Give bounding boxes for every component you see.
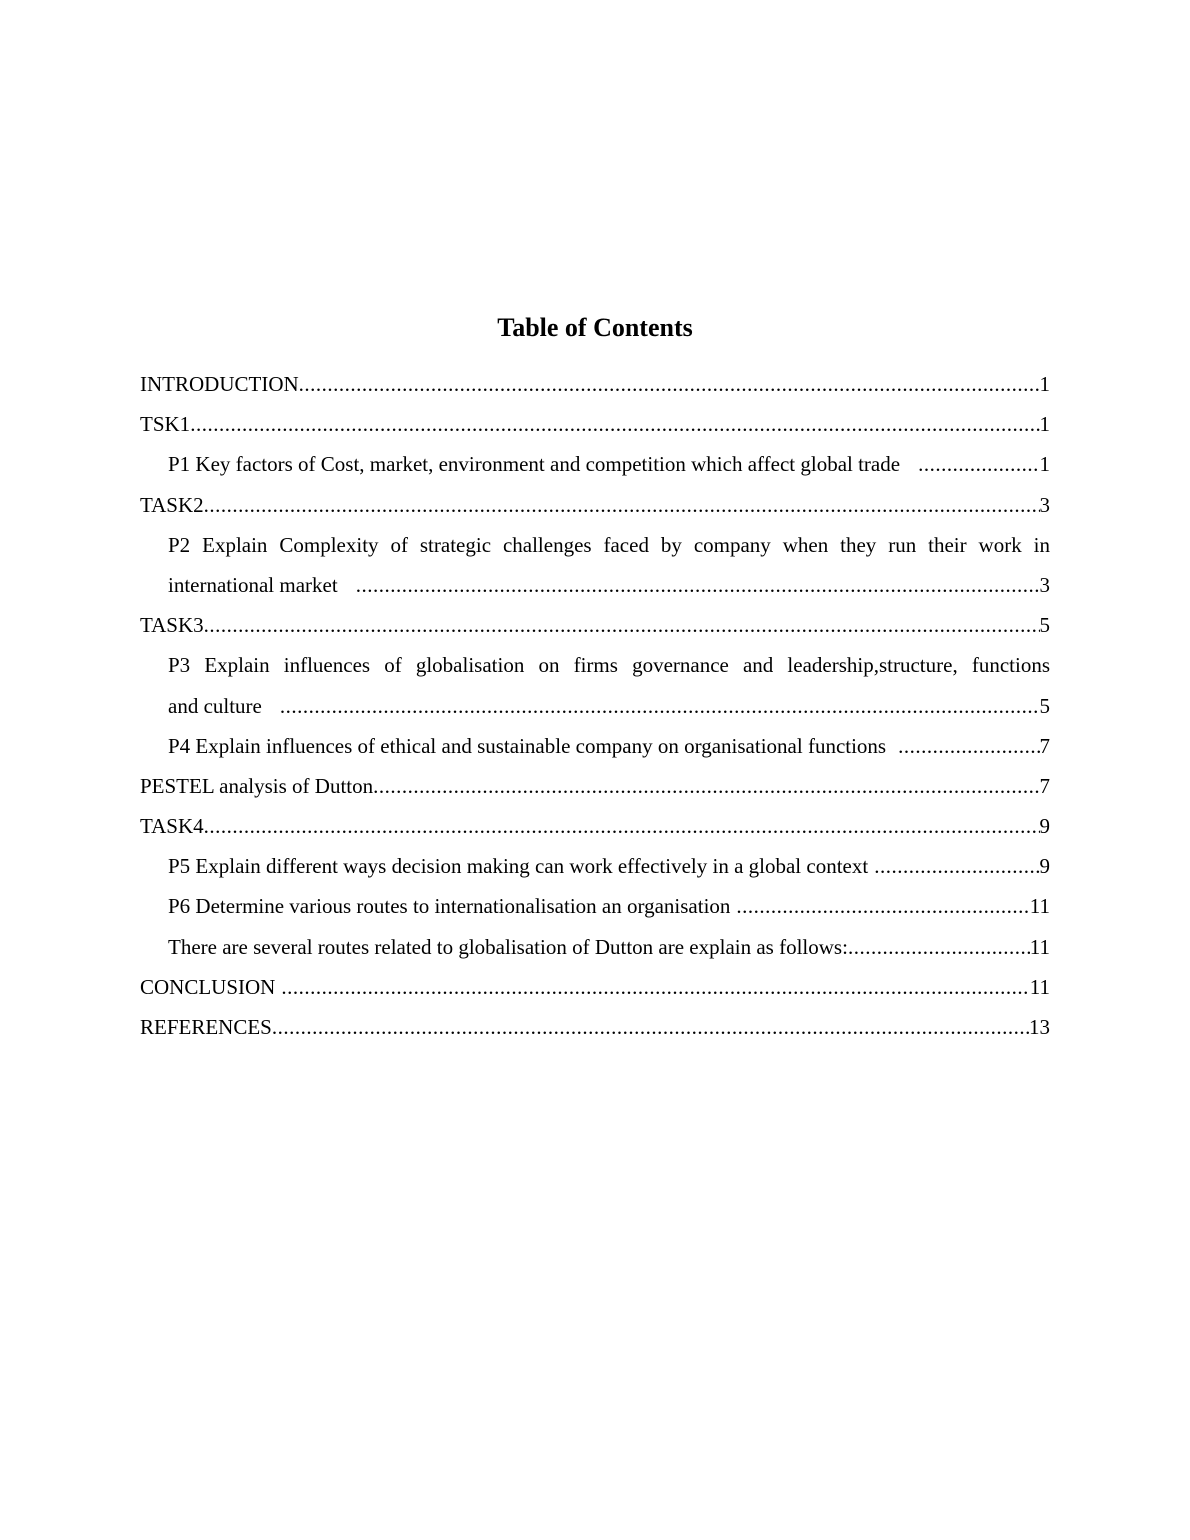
toc-page-number: 11 [1029, 934, 1050, 959]
dot-leader [356, 565, 1040, 605]
toc-entry-routes[interactable] [140, 927, 1050, 967]
dot-leader [373, 766, 1039, 806]
dot-leader [898, 726, 1039, 766]
toc-entry-tsk1[interactable] [140, 404, 1050, 444]
toc-entry-p4[interactable] [140, 726, 1050, 766]
dot-leader [272, 1007, 1029, 1047]
toc-entry-text-line1: P2 Explain Complexity of strategic challenges faced by company when they run their work in [168, 532, 1050, 557]
toc-entry-task3[interactable] [140, 605, 1050, 645]
toc-page-number: 1 [1039, 372, 1050, 396]
toc-entry-text: TASK4 [140, 814, 204, 839]
dot-leader [204, 605, 1040, 645]
dot-leader [204, 806, 1040, 846]
toc-entry-p5[interactable] [140, 846, 1050, 886]
toc-entry-references[interactable] [140, 1007, 1050, 1047]
toc-page-number: 7 [1039, 733, 1050, 758]
toc-entry-text: CONCLUSION [140, 974, 276, 999]
dot-leader [848, 927, 1030, 967]
toc-entry-task2[interactable] [140, 485, 1050, 525]
dot-leader [736, 886, 1029, 926]
toc-page-number: 1 [1039, 452, 1050, 477]
toc-entry-line2 [168, 565, 1050, 605]
toc-entry-text: PESTEL analysis of Dutton [140, 773, 374, 798]
toc-page-number: 3 [1039, 572, 1050, 597]
toc-entry-text: P4 Explain influences of ethical and sustainable company on organisational functions [168, 733, 887, 758]
toc-page-number: 13 [1029, 1015, 1050, 1039]
toc-entry-task4[interactable] [140, 806, 1050, 846]
dot-leader [190, 404, 1039, 444]
toc-entry-text: REFERENCES [140, 1015, 272, 1039]
toc-page-number: 9 [1039, 854, 1050, 879]
toc-page-number: 1 [1039, 412, 1050, 437]
toc-entry-p6[interactable] [140, 886, 1050, 926]
dot-leader [204, 485, 1040, 525]
toc-entry-introduction[interactable] [140, 364, 1050, 404]
toc-page-number: 7 [1039, 773, 1050, 798]
toc-entry-text: TSK1 [140, 412, 191, 437]
dot-leader [918, 444, 1039, 484]
table-of-contents [140, 364, 1050, 1047]
toc-entry-text: There are several routes related to globalisation of Dutton are explain as follows: [168, 934, 848, 959]
toc-entry-text: P6 Determine various routes to internationalisation an organisation [168, 894, 731, 919]
toc-title: Table of Contents [497, 313, 693, 342]
toc-entry-line2 [168, 686, 1050, 726]
toc-entry-conclusion[interactable] [140, 967, 1050, 1007]
toc-page-number: 11 [1029, 974, 1050, 999]
toc-page-number: 5 [1039, 613, 1050, 638]
toc-entry-p3[interactable] [140, 645, 1050, 725]
toc-entry-text: P5 Explain different ways decision making can work effectively in a global context [168, 854, 869, 879]
toc-entry-text-line2: and culture [168, 693, 262, 718]
toc-page-number: 5 [1039, 693, 1050, 718]
toc-entry-p1[interactable] [140, 444, 1050, 484]
toc-page-number: 11 [1029, 894, 1050, 919]
toc-entry-text: TASK3 [140, 613, 204, 638]
toc-entry-text-line2: international market [168, 572, 338, 597]
toc-entry-text: P1 Key factors of Cost, market, environment and competition which affect global trade [168, 452, 901, 477]
toc-page-number: 9 [1039, 814, 1050, 839]
toc-page-number: 3 [1039, 492, 1050, 517]
dot-leader [281, 967, 1029, 1007]
toc-entry-text: INTRODUCTION [140, 372, 299, 396]
toc-entry-pestel[interactable] [140, 766, 1050, 806]
dot-leader [299, 364, 1040, 404]
dot-leader [874, 846, 1039, 886]
toc-entry-text-line1: P3 Explain influences of globalisation on firms governance and leadership,structure, functions [168, 653, 1050, 678]
dot-leader [280, 686, 1040, 726]
toc-entry-text: TASK2 [140, 492, 204, 517]
toc-entry-p2[interactable] [140, 525, 1050, 605]
